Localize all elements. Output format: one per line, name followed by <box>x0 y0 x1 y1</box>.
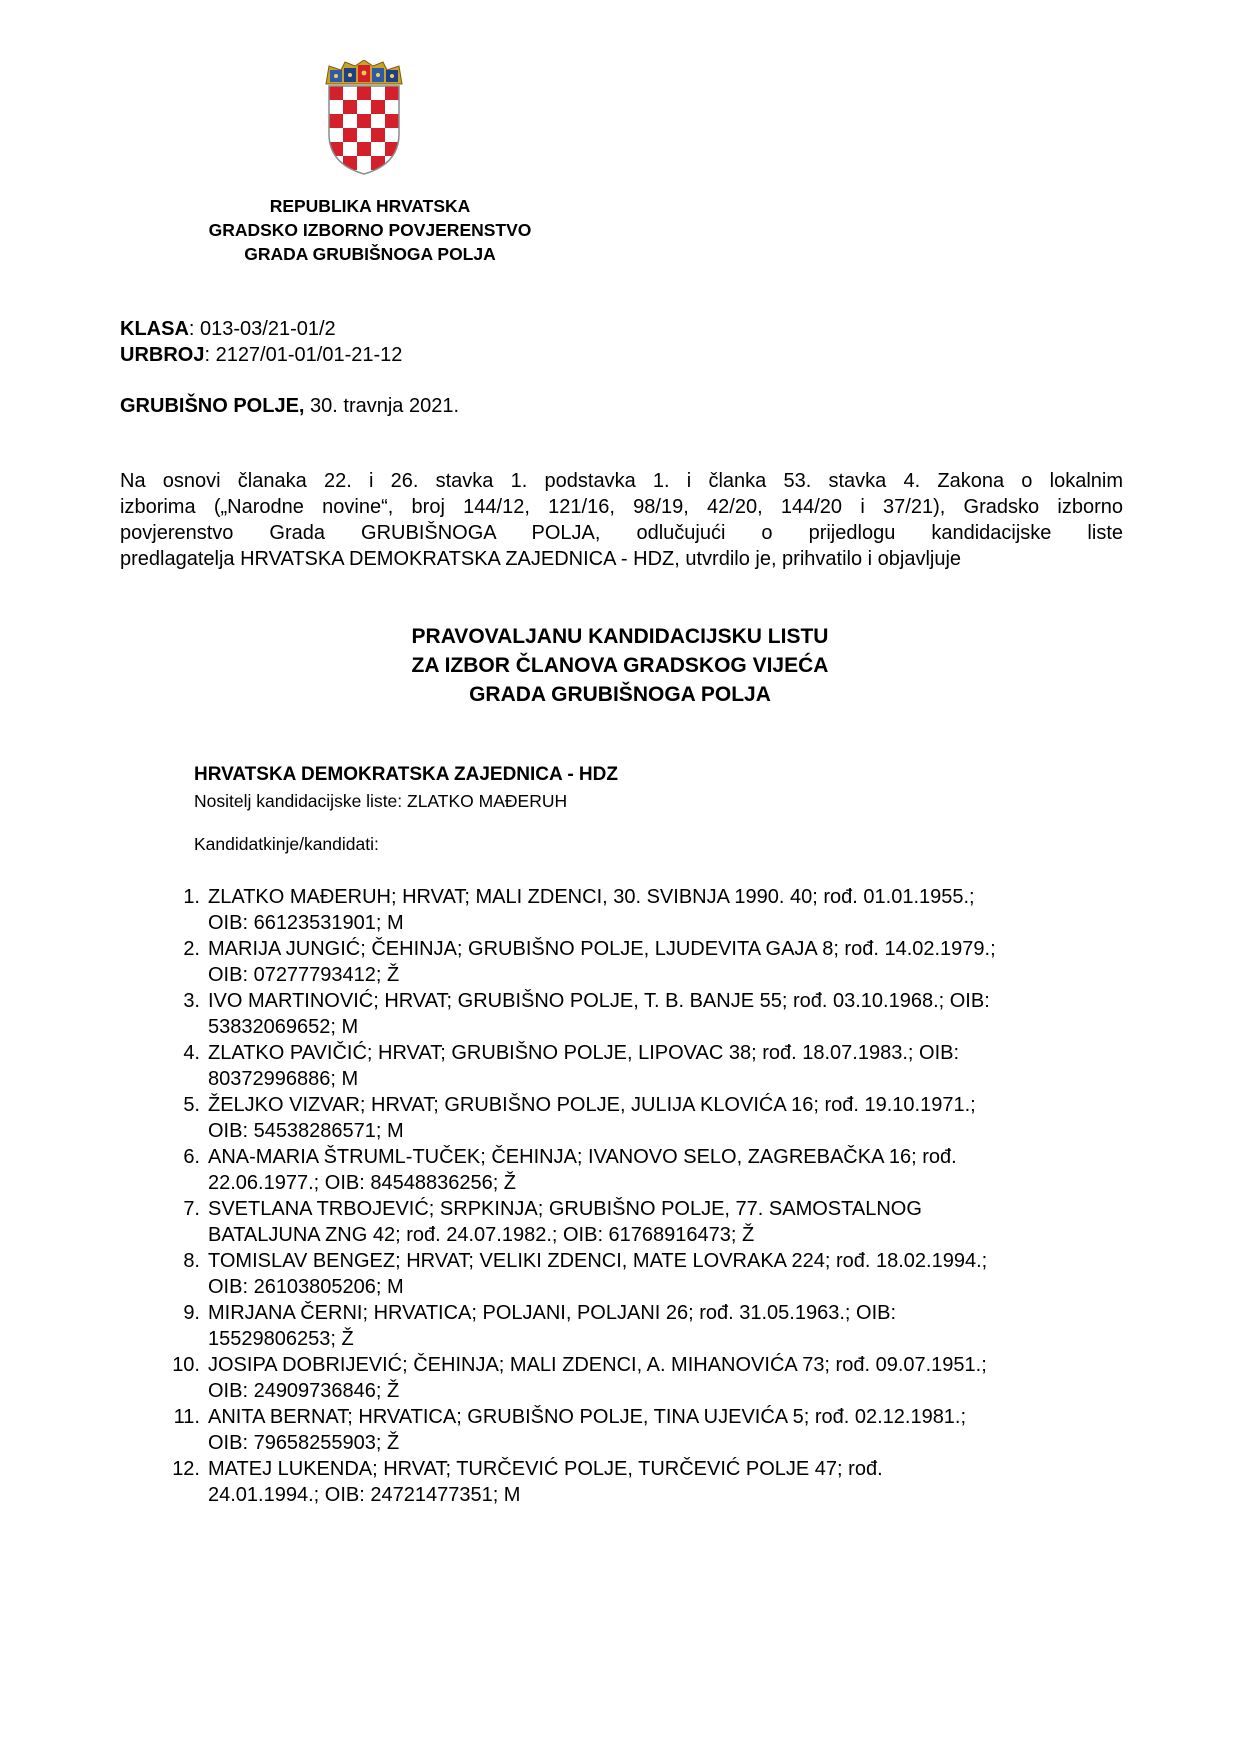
title-line-3: GRADA GRUBIŠNOGA POLJA <box>469 683 771 706</box>
intro-line-4: predlagatelja HRVATSKA DEMOKRATSKA ZAJEDNICA - HDZ, utvrdilo je, prihvatilo i objavljuje <box>120 548 962 570</box>
candidate-line-2: OIB: 26103805206; M <box>208 1276 404 1298</box>
candidate-line-2: 24.01.1994.; OIB: 24721477351; M <box>208 1484 521 1506</box>
party-name: HRVATSKA DEMOKRATSKA ZAJEDNICA - HDZ <box>194 764 618 785</box>
croatian-coat-of-arms-icon <box>323 60 405 176</box>
list-item <box>150 1248 1130 1300</box>
candidate-line-2: OIB: 66123531901; M <box>208 912 404 934</box>
list-holder: Nositelj kandidacijske liste: ZLATKO MAĐERUH <box>194 791 568 811</box>
place-date <box>120 395 459 418</box>
candidate-line-2: 80372996886; M <box>208 1068 359 1090</box>
intro-line-3: povjerenstvo Grada GRUBIŠNOGA POLJA, odlučujući o prijedlogu kandidacijske liste <box>120 522 1123 544</box>
klasa-value: : 013-03/21-01/2 <box>188 318 336 340</box>
intro-line-1: Na osnovi članaka 22. i 26. stavka 1. podstavka 1. i članka 53. stavka 4. Zakona o lokalnim <box>120 470 1123 492</box>
candidate-line-1: ANITA BERNAT; HRVATICA; GRUBIŠNO POLJE, TINA UJEVIĆA 5; rođ. 02.12.1981.; <box>208 1406 967 1428</box>
candidate-list <box>150 884 1130 1508</box>
intro-line-2: izborima („Narodne novine“, broj 144/12, 121/16, 98/19, 42/20, 144/20 i 37/21), Gradsko izborno <box>120 496 1123 518</box>
candidate-line-1: ŽELJKO VIZVAR; HRVAT; GRUBIŠNO POLJE, JULIJA KLOVIĆA 16; rođ. 19.10.1971.; <box>208 1094 976 1116</box>
candidate-number: 2. <box>183 938 200 960</box>
list-item <box>150 1040 1130 1092</box>
list-item <box>150 1404 1130 1456</box>
header-line-3: GRADA GRUBIŠNOGA POLJA <box>244 244 496 264</box>
candidate-line-1: SVETLANA TRBOJEVIĆ; SRPKINJA; GRUBIŠNO POLJE, 77. SAMOSTALNOG <box>208 1198 922 1220</box>
candidate-number: 5. <box>183 1094 200 1116</box>
candidate-line-1: MARIJA JUNGIĆ; ČEHINJA; GRUBIŠNO POLJE, LJUDEVITA GAJA 8; rođ. 14.02.1979.; <box>208 938 996 960</box>
urbroj-label: URBROJ <box>120 344 205 366</box>
candidate-line-2: OIB: 07277793412; Ž <box>208 964 400 986</box>
document-title <box>300 622 940 709</box>
candidates-heading: Kandidatkinje/kandidati: <box>194 834 379 854</box>
title-line-1: PRAVOVALJANU KANDIDACIJSKU LISTU <box>411 625 829 648</box>
title-line-2: ZA IZBOR ČLANOVA GRADSKOG VIJEĆA <box>411 654 829 677</box>
candidate-number: 6. <box>183 1146 200 1168</box>
list-item <box>150 936 1130 988</box>
candidate-line-2: OIB: 24909736846; Ž <box>208 1380 400 1402</box>
candidate-number: 7. <box>183 1198 200 1220</box>
list-item <box>150 1144 1130 1196</box>
document-reference <box>120 316 402 368</box>
crown <box>326 60 402 84</box>
candidate-number: 4. <box>183 1042 200 1064</box>
candidate-line-1: MIRJANA ČERNI; HRVATICA; POLJANI, POLJANI 26; rođ. 31.05.1963.; OIB: <box>208 1302 897 1324</box>
list-item <box>150 1300 1130 1352</box>
candidate-line-1: ANA-MARIA ŠTRUML-TUČEK; ČEHINJA; IVANOVO SELO, ZAGREBAČKA 16; rođ. <box>208 1146 957 1168</box>
candidate-number: 9. <box>183 1302 200 1324</box>
list-item <box>150 1352 1130 1404</box>
place-label: GRUBIŠNO POLJE, <box>120 395 305 417</box>
candidate-line-1: TOMISLAV BENGEZ; HRVAT; VELIKI ZDENCI, MATE LOVRAKA 224; rođ. 18.02.1994.; <box>208 1250 988 1272</box>
candidate-line-1: ZLATKO MAĐERUH; HRVAT; MALI ZDENCI, 30. SVIBNJA 1990. 40; rođ. 01.01.1955.; <box>208 886 975 908</box>
candidate-number: 8. <box>183 1250 200 1272</box>
header-line-2: GRADSKO IZBORNO POVJERENSTVO <box>208 220 532 240</box>
list-item <box>150 1196 1130 1248</box>
issuer-header <box>140 194 600 266</box>
candidate-number: 10. <box>172 1354 200 1376</box>
candidate-number: 12. <box>172 1458 200 1480</box>
candidate-line-2: 22.06.1977.; OIB: 84548836256; Ž <box>208 1172 517 1194</box>
candidate-line-2: 15529806253; Ž <box>208 1328 354 1350</box>
candidate-number: 3. <box>183 990 200 1012</box>
list-item <box>150 988 1130 1040</box>
list-item <box>150 1092 1130 1144</box>
klasa-row <box>120 316 402 342</box>
urbroj-value: : 2127/01-01/01-21-12 <box>204 344 403 366</box>
checkerboard-shield <box>329 86 399 176</box>
date-value: 30. travnja 2021. <box>304 395 460 417</box>
candidate-line-1: JOSIPA DOBRIJEVIĆ; ČEHINJA; MALI ZDENCI, A. MIHANOVIĆA 73; rođ. 09.07.1951.; <box>208 1354 987 1376</box>
candidate-line-1: MATEJ LUKENDA; HRVAT; TURČEVIĆ POLJE, TURČEVIĆ POLJE 47; rođ. <box>208 1458 883 1480</box>
candidate-line-2: OIB: 54538286571; M <box>208 1120 404 1142</box>
candidate-line-2: BATALJUNA ZNG 42; rođ. 24.07.1982.; OIB: 61768916473; Ž <box>208 1224 755 1246</box>
candidate-line-1: IVO MARTINOVIĆ; HRVAT; GRUBIŠNO POLJE, T. B. BANJE 55; rođ. 03.10.1968.; OIB: <box>208 990 990 1012</box>
list-item <box>150 1456 1130 1508</box>
candidate-line-2: OIB: 79658255903; Ž <box>208 1432 400 1454</box>
candidate-number: 11. <box>173 1406 200 1428</box>
candidate-number: 1. <box>183 886 200 908</box>
candidate-line-1: ZLATKO PAVIČIĆ; HRVAT; GRUBIŠNO POLJE, LIPOVAC 38; rođ. 18.07.1983.; OIB: <box>208 1042 960 1064</box>
klasa-label: KLASA <box>120 318 189 340</box>
intro-paragraph <box>120 468 1123 572</box>
list-item <box>150 884 1130 936</box>
urbroj-row <box>120 342 402 368</box>
candidate-line-2: 53832069652; M <box>208 1016 359 1038</box>
header-line-1: REPUBLIKA HRVATSKA <box>269 196 471 216</box>
